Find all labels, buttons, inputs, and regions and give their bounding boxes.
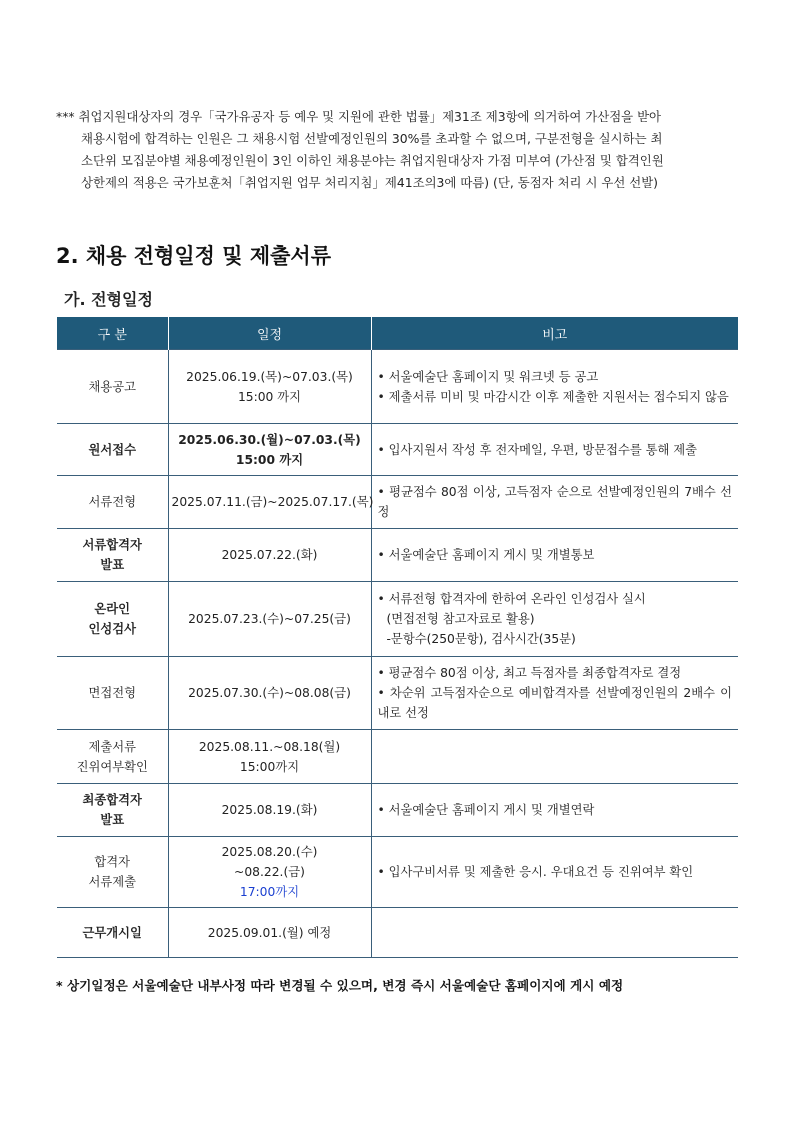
stage-label bbox=[57, 784, 168, 837]
schedule-table bbox=[57, 317, 738, 958]
schedule-cell bbox=[168, 730, 371, 784]
remark-line: • 서울예술단 홈페이지 게시 및 개별통보 bbox=[377, 548, 595, 562]
column-header: 구 분 bbox=[57, 317, 168, 350]
table-row bbox=[57, 350, 738, 424]
remarks-cell bbox=[371, 529, 738, 582]
remarks-cell bbox=[371, 730, 738, 784]
remarks-cell bbox=[371, 350, 738, 424]
remark-line: • 제출서류 미비 및 마감시간 이후 제출한 지원서는 접수되지 않음 bbox=[377, 389, 729, 404]
remarks-cell bbox=[371, 837, 738, 908]
table-row bbox=[57, 529, 738, 582]
table-row bbox=[57, 582, 738, 657]
stage-label-line: 서류제출 bbox=[88, 875, 136, 889]
note-line: *** 취업지원대상자의 경우「국가유공자 등 예우 및 지원에 관한 법률」제31조 제3항에 의거하여 가산점을 받아 bbox=[56, 109, 662, 124]
schedule-cell bbox=[168, 657, 371, 730]
remarks-cell bbox=[371, 424, 738, 476]
table-header-row bbox=[57, 317, 738, 350]
remark-line: • 평균점수 80점 이상, 고득점자 순으로 선발예정인원의 7배수 선정 bbox=[377, 485, 732, 519]
table-row bbox=[57, 657, 738, 730]
remarks-cell bbox=[371, 908, 738, 958]
date-text: 2025.07.30.(수)~08.08(금) bbox=[188, 686, 351, 700]
remark-line: • 서울예술단 홈페이지 및 워크넷 등 공고 bbox=[377, 369, 599, 384]
column-header: 일정 bbox=[168, 317, 371, 350]
eligibility-note bbox=[56, 106, 746, 194]
deadline-time: 17:00까지 bbox=[239, 885, 300, 899]
schedule-cell bbox=[168, 529, 371, 582]
schedule-cell bbox=[168, 784, 371, 837]
schedule-cell bbox=[168, 837, 371, 908]
remark-line: • 입사구비서류 및 제출한 응시. 우대요건 등 진위여부 확인 bbox=[377, 865, 694, 879]
remark-line: • 입사지원서 작성 후 전자메일, 우편, 방문접수를 통해 제출 bbox=[377, 442, 698, 457]
section-title: 2. 채용 전형일정 및 제출서류 bbox=[56, 244, 331, 268]
date-text: 2025.07.23.(수)~07.25(금) bbox=[188, 612, 351, 626]
stage-label-line: 발표 bbox=[100, 558, 125, 572]
date-text: 2025.08.19.(화) bbox=[221, 803, 318, 817]
stage-label: 근무개시일 bbox=[57, 908, 168, 958]
date-text: 2025.07.22.(화) bbox=[221, 548, 318, 562]
note-line: 상한제의 적용은 국가보훈처「취업지원 업무 처리지침」제41조의3에 따름) (단, 동점자 처리 시 우선 선발) bbox=[81, 175, 659, 190]
table-row bbox=[57, 837, 738, 908]
date-text: 2025.08.11.~08.18(월) bbox=[198, 739, 341, 754]
stage-label bbox=[57, 529, 168, 582]
remark-line: • 평균점수 80점 이상, 최고 득점자를 최종합격자로 결정 bbox=[377, 666, 682, 680]
stage-label bbox=[57, 582, 168, 657]
table-row bbox=[57, 424, 738, 476]
stage-label-line: 서류합격자 bbox=[82, 538, 142, 552]
column-header: 비고 bbox=[371, 317, 738, 350]
remark-line: -문항수(250문항), 검사시간(35분) bbox=[386, 632, 576, 646]
remark-line: • 서류전형 합격자에 한하여 온라인 인성검사 실시 bbox=[377, 592, 646, 606]
stage-label-line: 최종합격자 bbox=[82, 793, 142, 807]
remark-line: • 차순위 고득점자순으로 예비합격자를 선발예정인원의 2배수 이내로 선정 bbox=[377, 686, 732, 720]
stage-label: 채용공고 bbox=[57, 350, 168, 424]
time-text: 15:00까지 bbox=[239, 759, 300, 774]
stage-label-line: 진위여부확인 bbox=[76, 759, 148, 774]
note-line: 소단위 모집분야별 채용예정인원이 3인 이하인 채용분야는 취업지원대상자 가점 미부여 (가산점 및 합격인원 bbox=[81, 153, 664, 168]
stage-label: 원서접수 bbox=[57, 424, 168, 476]
date-text: 2025.06.30.(월)~07.03.(목) bbox=[178, 432, 361, 447]
table-row bbox=[57, 476, 738, 529]
stage-label-line: 인성검사 bbox=[88, 622, 136, 636]
date-text: ~08.22.(금) bbox=[234, 865, 305, 879]
stage-label-line: 제출서류 bbox=[88, 739, 136, 754]
table-row bbox=[57, 784, 738, 837]
table-row bbox=[57, 730, 738, 784]
remarks-cell bbox=[371, 784, 738, 837]
schedule-cell bbox=[168, 476, 374, 529]
date-text: 2025.09.01.(월) 예정 bbox=[207, 925, 332, 940]
time-text: 15:00 까지 bbox=[235, 452, 304, 467]
stage-label-line: 발표 bbox=[100, 813, 125, 827]
remark-line: (면접전형 참고자료로 활용) bbox=[386, 612, 535, 626]
remarks-cell bbox=[371, 582, 738, 657]
date-text: 2025.08.20.(수) bbox=[221, 845, 318, 859]
note-line: 채용시험에 합격하는 인원은 그 채용시험 선발예정인원의 30%를 초과할 수 없으며, 구분전형을 실시하는 최 bbox=[81, 131, 663, 146]
stage-label bbox=[57, 837, 168, 908]
remark-line: • 서울예술단 홈페이지 게시 및 개별연락 bbox=[377, 803, 595, 817]
date-text: 2025.06.19.(목)~07.03.(목) bbox=[186, 369, 353, 384]
schedule-footnote: * 상기일정은 서울예술단 내부사정 따라 변경될 수 있으며, 변경 즉시 서울예술단 홈페이지에 게시 예정 bbox=[56, 978, 624, 993]
stage-label-line: 합격자 bbox=[94, 855, 131, 869]
schedule-cell bbox=[168, 350, 371, 424]
schedule-cell bbox=[168, 582, 371, 657]
stage-label-line: 온라인 bbox=[94, 602, 131, 616]
table-row bbox=[57, 908, 738, 958]
schedule-cell bbox=[168, 424, 371, 476]
schedule-cell bbox=[168, 908, 371, 958]
time-text: 15:00 까지 bbox=[237, 389, 302, 404]
stage-label: 서류전형 bbox=[57, 476, 168, 529]
stage-label: 면접전형 bbox=[57, 657, 168, 730]
section-subtitle: 가. 전형일정 bbox=[64, 290, 153, 309]
remarks-cell bbox=[371, 657, 738, 730]
date-text: 2025.07.11.(금)~2025.07.17.(목) bbox=[171, 495, 374, 509]
remarks-cell bbox=[371, 476, 738, 529]
stage-label bbox=[57, 730, 168, 784]
